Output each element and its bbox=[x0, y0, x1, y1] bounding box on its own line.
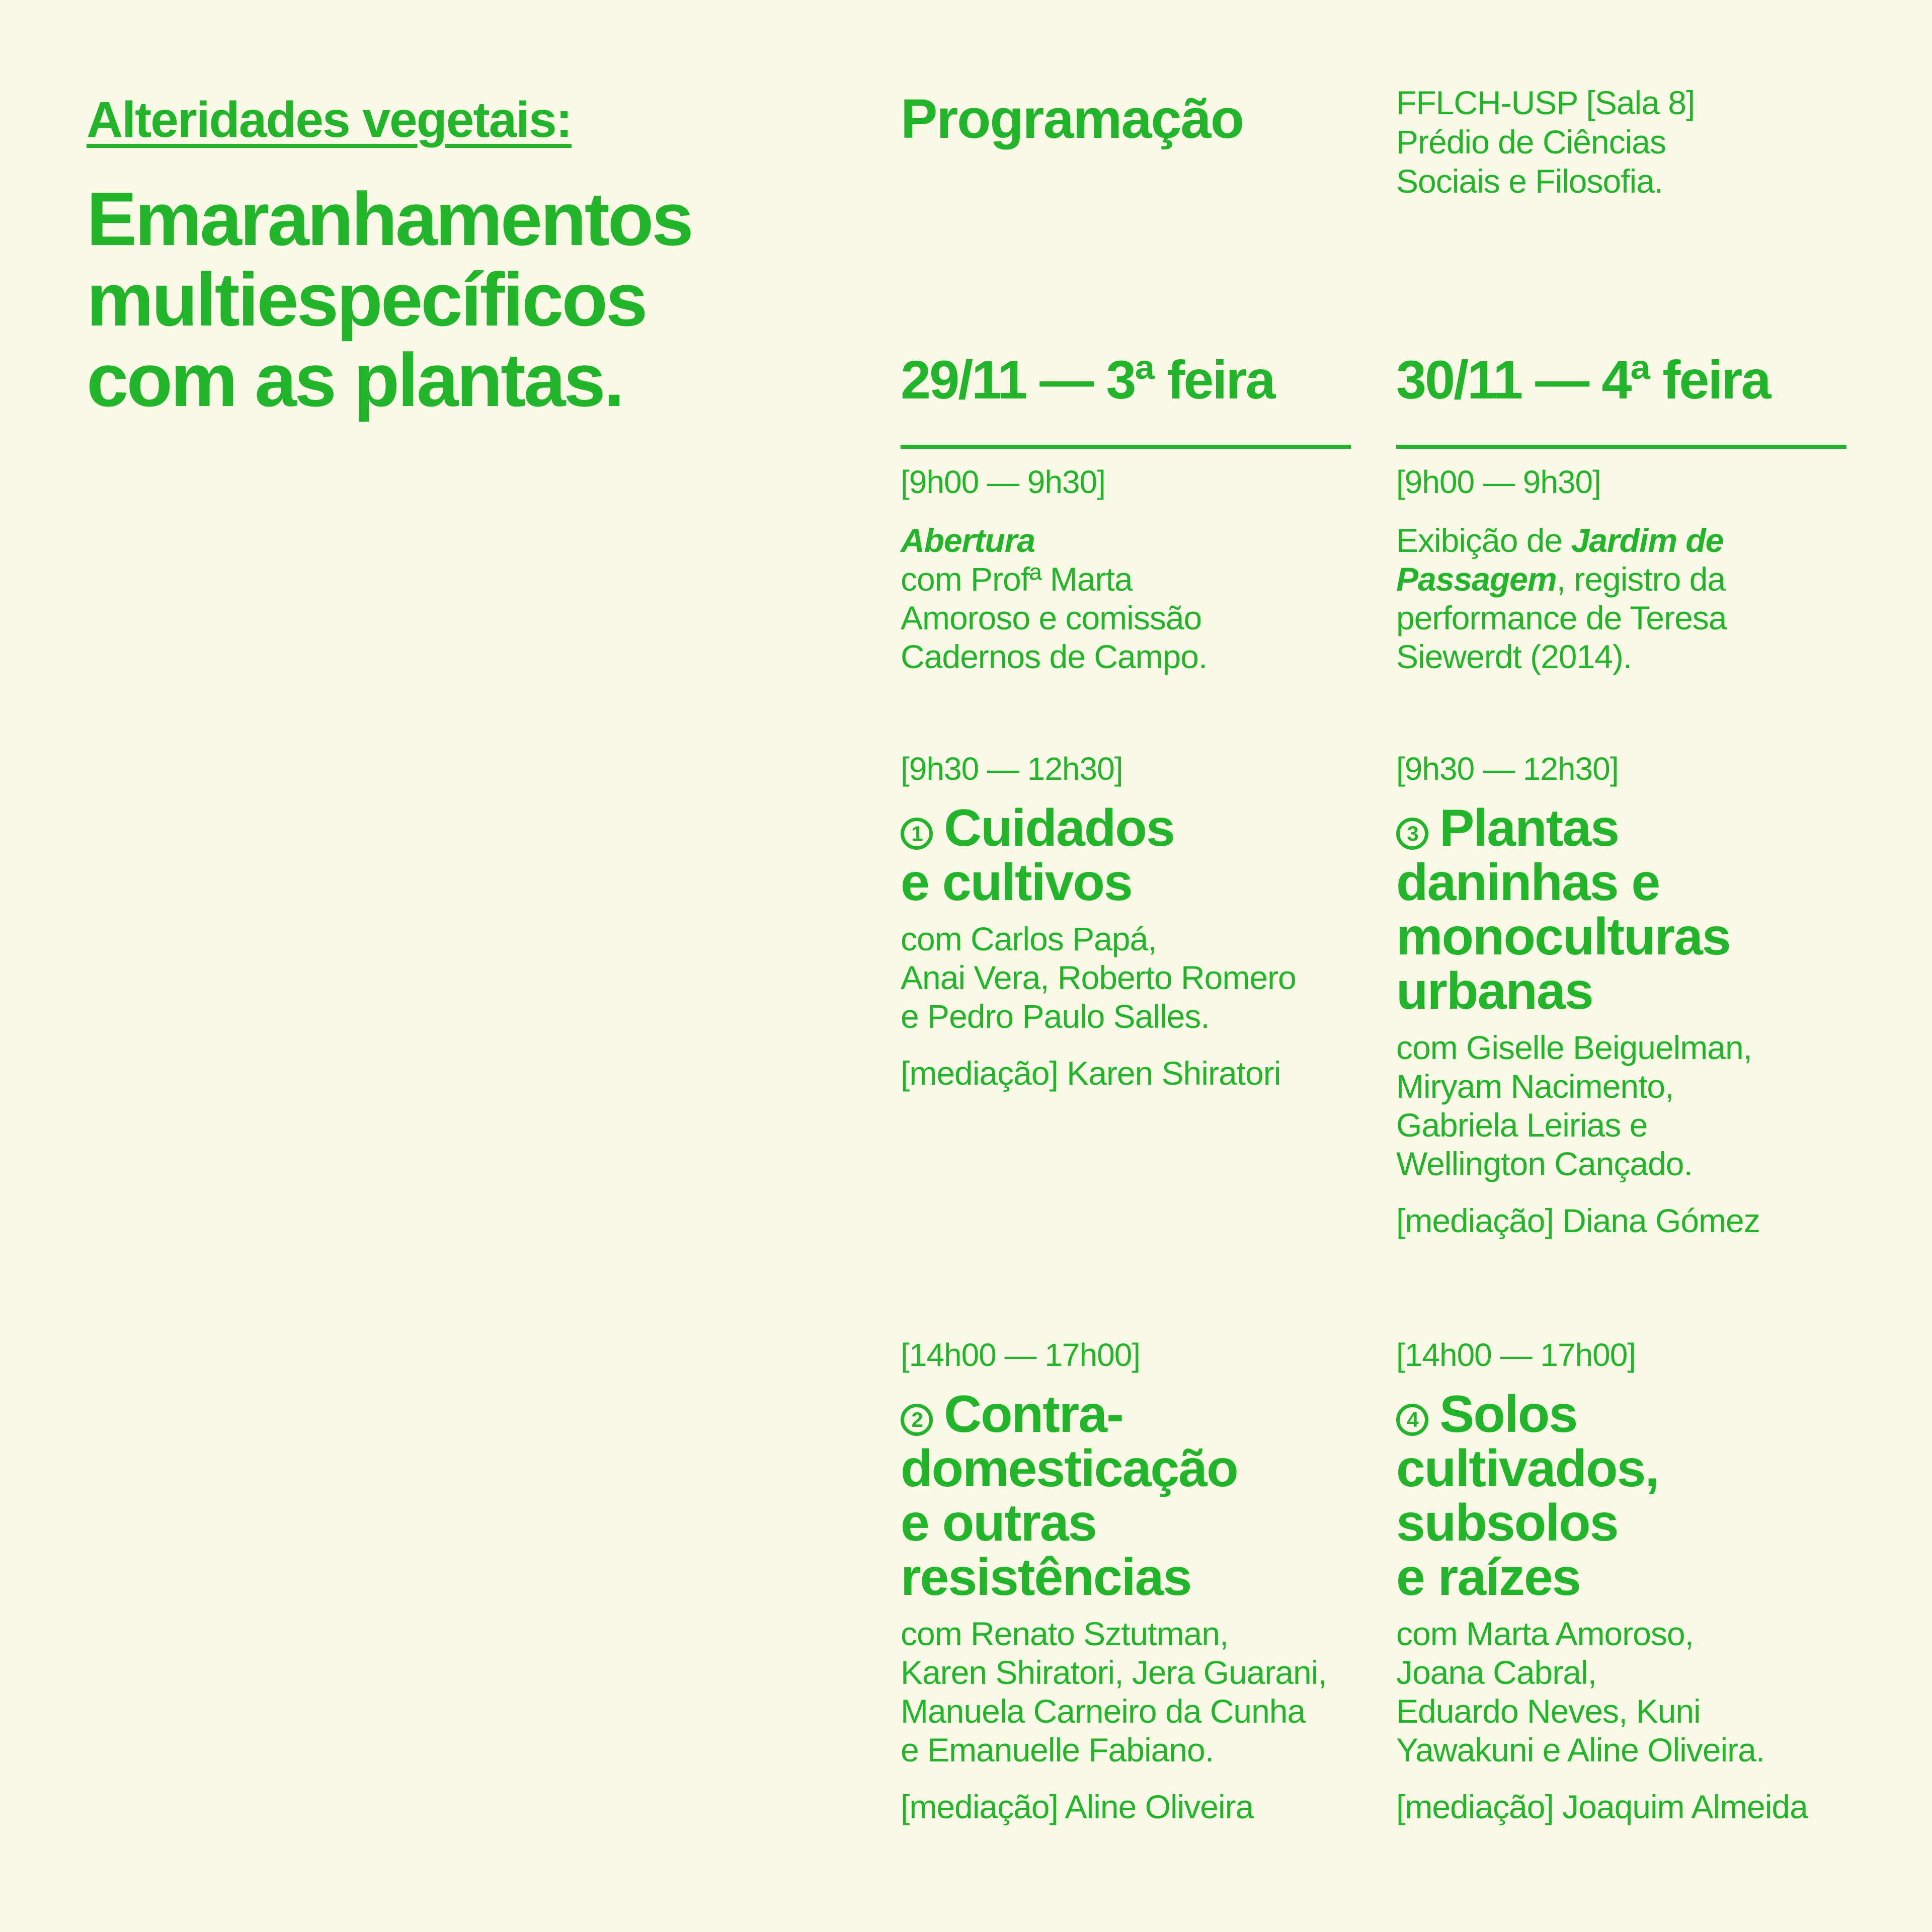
slot-description bbox=[901, 521, 1353, 676]
film-title: Passagem bbox=[1396, 560, 1557, 598]
slot-line: Cadernos de Campo. bbox=[901, 638, 1208, 675]
slot-text: , registro da bbox=[1556, 560, 1726, 598]
session-participants bbox=[1396, 1615, 1849, 1769]
number-circle-icon: 2 bbox=[901, 1404, 933, 1436]
participants-line: Gabriela Leirias e bbox=[1396, 1106, 1648, 1144]
session-title-line: e raízes bbox=[1396, 1548, 1580, 1606]
participants-line: Joana Cabral, bbox=[1396, 1654, 1596, 1691]
session-mediation: [mediação] Joaquim Almeida bbox=[1396, 1788, 1808, 1825]
film-title: Jardim de bbox=[1571, 522, 1724, 559]
participants-line: Wellington Cançado. bbox=[1396, 1145, 1693, 1182]
schedule-slot bbox=[901, 1336, 1353, 1826]
number-circle-icon: 1 bbox=[901, 818, 933, 850]
venue-line: FFLCH-USP [Sala 8] bbox=[1396, 84, 1695, 121]
session-mediation: [mediação] Diana Gómez bbox=[1396, 1202, 1760, 1239]
participants-line: e Emanuelle Fabiano. bbox=[901, 1731, 1214, 1768]
session-title-line: Cuidados bbox=[944, 799, 1174, 857]
slot-time: [14h00 — 17h00] bbox=[901, 1337, 1141, 1373]
schedule-slot bbox=[1396, 1336, 1849, 1826]
session-title bbox=[1396, 801, 1849, 1018]
schedule-slot bbox=[901, 463, 1353, 676]
number-circle-icon: 3 bbox=[1396, 818, 1428, 850]
slot-line: com Profª Marta bbox=[901, 560, 1133, 598]
day-divider bbox=[901, 445, 1351, 449]
session-mediation: [mediação] Karen Shiratori bbox=[901, 1055, 1281, 1092]
slot-description bbox=[1396, 521, 1849, 676]
program-title: Programação bbox=[901, 88, 1244, 150]
session-participants bbox=[1396, 1028, 1849, 1183]
participants-line: e Pedro Paulo Salles. bbox=[901, 998, 1210, 1035]
participants-line: Yawakuni e Aline Oliveira. bbox=[1396, 1731, 1765, 1768]
session-participants bbox=[901, 1615, 1353, 1769]
slot-time: [14h00 — 17h00] bbox=[1396, 1337, 1636, 1373]
number-circle-icon: 4 bbox=[1396, 1404, 1428, 1436]
session-title-line: daninhas e bbox=[1396, 853, 1660, 912]
schedule-slot bbox=[1396, 750, 1849, 1240]
day-column-1 bbox=[901, 347, 1353, 1825]
slot-time: [9h30 — 12h30] bbox=[901, 751, 1123, 787]
session-title-line: subsolos bbox=[1396, 1494, 1618, 1552]
venue-line: Prédio de Ciências bbox=[1396, 123, 1666, 160]
day-heading: 29/11 — 3ª feira bbox=[901, 349, 1274, 410]
session-participants bbox=[901, 920, 1353, 1036]
headline-line: multiespecíficos bbox=[87, 257, 646, 342]
day-column-2 bbox=[1396, 347, 1849, 1825]
participants-line: com Giselle Beiguelman, bbox=[1396, 1029, 1752, 1066]
day-divider bbox=[1396, 445, 1846, 449]
headline-line: com as plantas. bbox=[87, 338, 623, 422]
session-title-line: Contra- bbox=[944, 1385, 1123, 1443]
session-title-line: urbanas bbox=[1396, 962, 1593, 1020]
session-title-line: Plantas bbox=[1439, 799, 1619, 857]
session-title bbox=[1396, 1387, 1849, 1604]
slot-title: Abertura bbox=[901, 522, 1035, 559]
event-headline bbox=[87, 179, 841, 420]
session-title bbox=[901, 1387, 1353, 1604]
session-title-line: monoculturas bbox=[1396, 908, 1730, 966]
participants-line: com Carlos Papá, bbox=[901, 920, 1157, 957]
slot-time: [9h30 — 12h30] bbox=[1396, 751, 1619, 787]
slot-line: Siewerdt (2014). bbox=[1396, 638, 1632, 675]
session-title-line: cultivados, bbox=[1396, 1439, 1659, 1498]
day-heading: 30/11 — 4ª feira bbox=[1396, 349, 1770, 410]
slot-line: Amoroso e comissão bbox=[901, 599, 1202, 636]
session-mediation: [mediação] Aline Oliveira bbox=[901, 1788, 1254, 1825]
schedule-slot bbox=[1396, 463, 1849, 676]
slot-time: [9h00 — 9h30] bbox=[901, 464, 1105, 500]
participants-line: com Marta Amoroso, bbox=[1396, 1615, 1694, 1652]
slot-time: [9h00 — 9h30] bbox=[1396, 464, 1601, 500]
participants-line: Karen Shiratori, Jera Guarani, bbox=[901, 1654, 1327, 1691]
session-title-line: Solos bbox=[1439, 1385, 1577, 1443]
slot-text: Exibição de bbox=[1396, 522, 1571, 559]
venue-line: Sociais e Filosofia. bbox=[1396, 163, 1663, 200]
participants-line: Eduardo Neves, Kuni bbox=[1396, 1693, 1701, 1730]
participants-line: com Renato Sztutman, bbox=[901, 1615, 1229, 1652]
session-title bbox=[901, 801, 1353, 910]
participants-line: Miryam Nacimento, bbox=[1396, 1068, 1674, 1105]
session-title-line: domesticação bbox=[901, 1439, 1238, 1498]
participants-line: Manuela Carneiro da Cunha bbox=[901, 1693, 1306, 1730]
schedule-slot bbox=[901, 750, 1353, 1093]
session-title-line: e outras bbox=[901, 1494, 1096, 1552]
event-kicker: Alteridades vegetais: bbox=[87, 92, 572, 148]
session-title-line: resistências bbox=[901, 1548, 1191, 1606]
venue-info bbox=[1396, 83, 1695, 201]
slot-line: performance de Teresa bbox=[1396, 599, 1727, 636]
headline-line: Emaranhamentos bbox=[87, 177, 692, 261]
participants-line: Anai Vera, Roberto Romero bbox=[901, 959, 1296, 996]
session-title-line: e cultivos bbox=[901, 853, 1132, 912]
